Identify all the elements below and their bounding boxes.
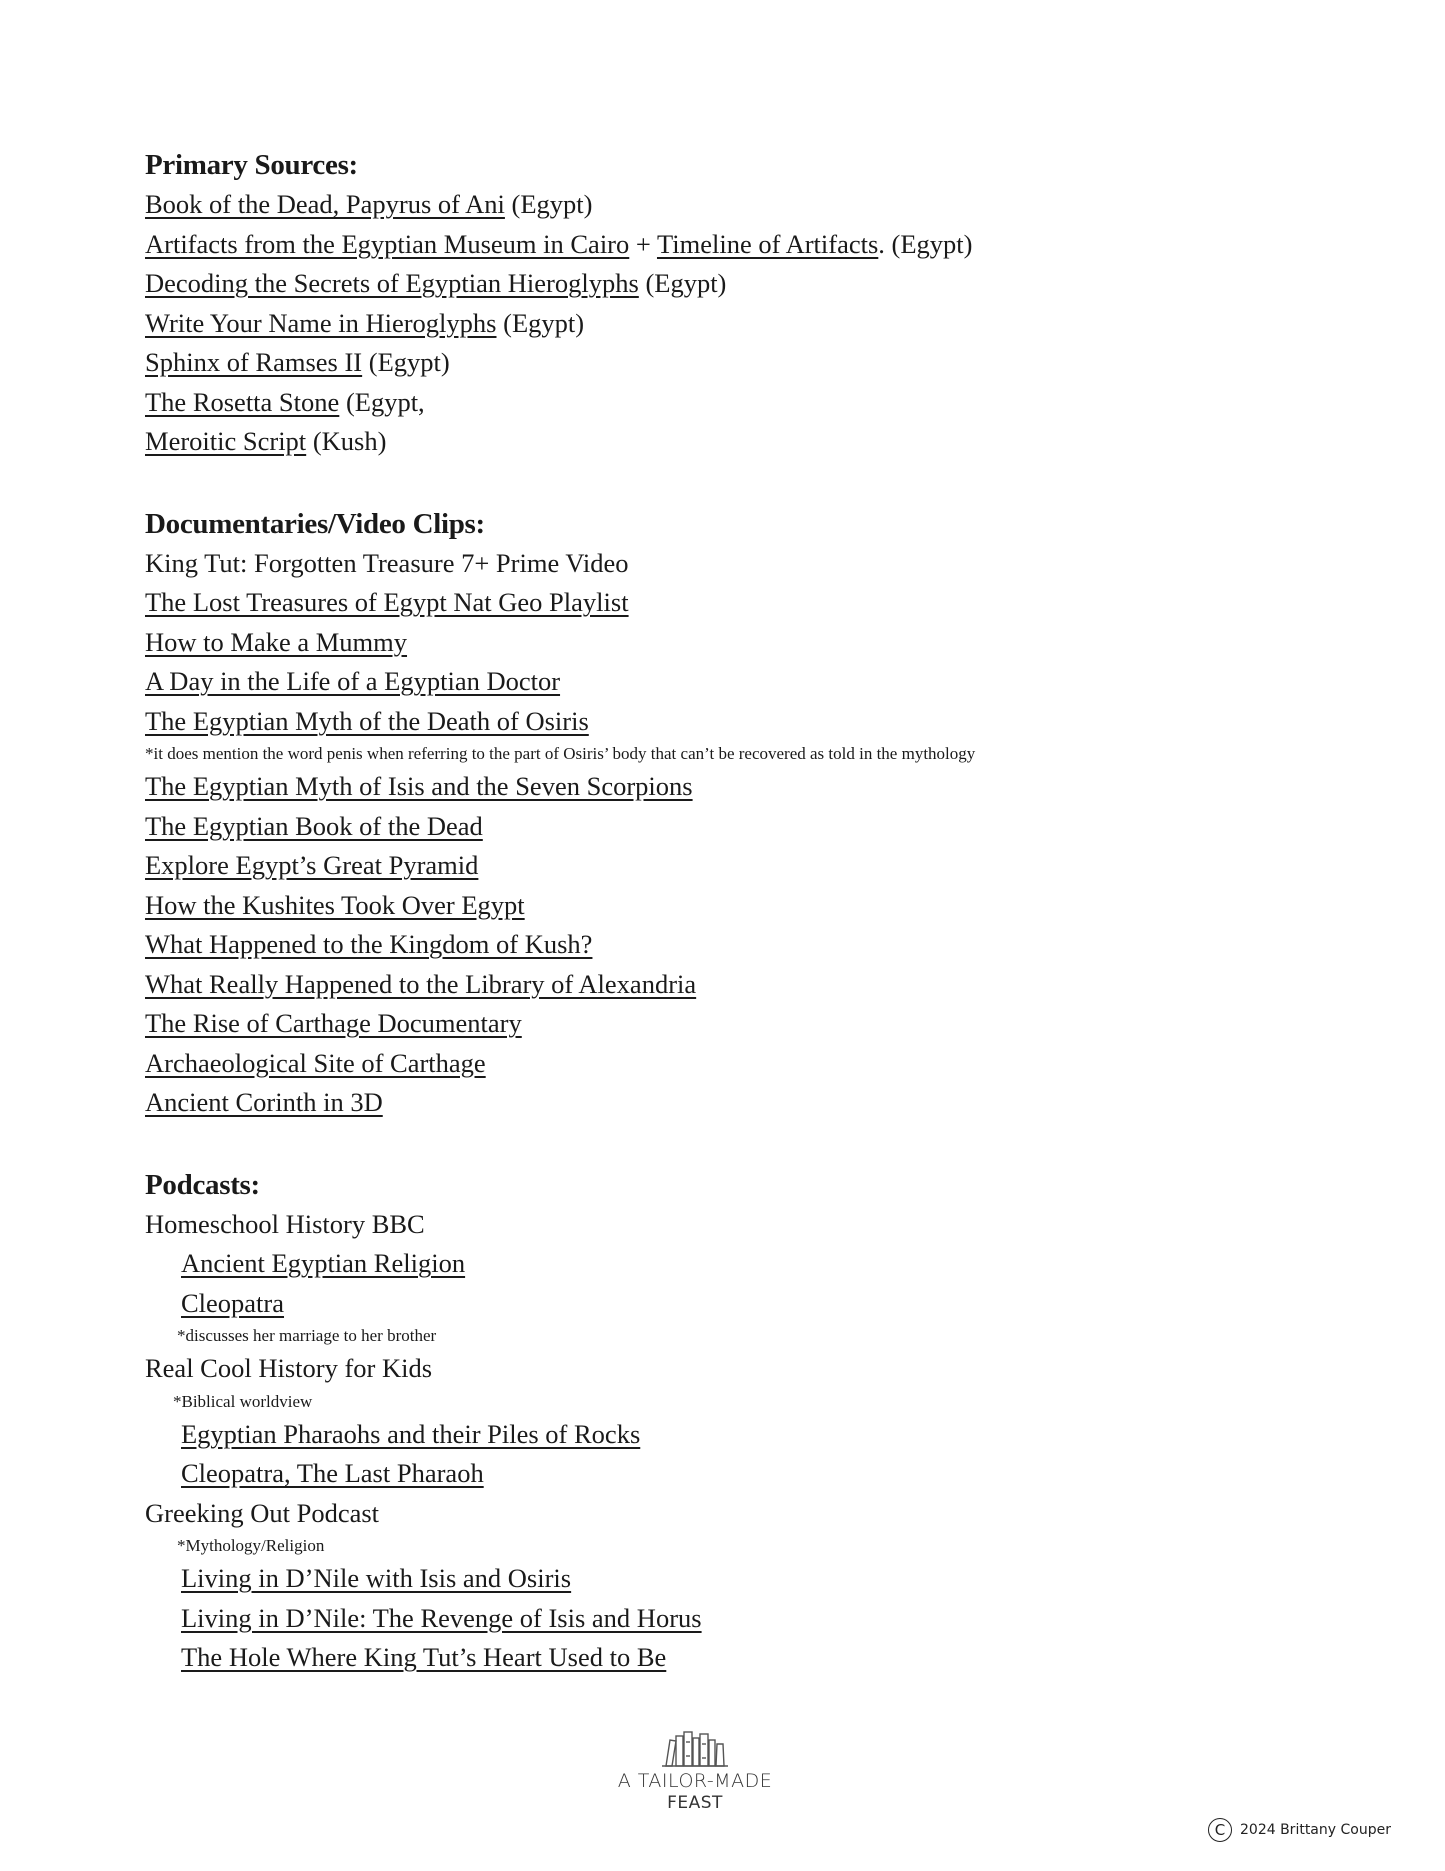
video-link[interactable]: The Egyptian Myth of Isis and the Seven Scorpions [145,771,693,801]
podcast-name: Homeschool History BBC [145,1208,425,1239]
episode-item [145,1559,1295,1599]
content-note: *Biblical worldview [173,1391,313,1411]
list-item [145,767,1295,807]
episode-link[interactable]: Ancient Egyptian Religion [181,1248,466,1278]
list-item [145,304,1295,344]
video-link[interactable]: The Rise of Carthage Documentary [145,1008,522,1038]
section-spacer [145,1123,1295,1165]
video-link[interactable]: What Happened to the Kingdom of Kush? [145,929,593,959]
episode-item [145,1415,1295,1455]
resource-list [145,145,1295,1678]
episode-link[interactable]: Cleopatra, The Last Pharaoh [181,1458,484,1488]
list-item [145,846,1295,886]
episode-item [145,1284,1295,1324]
episode-item [145,1599,1295,1639]
list-item [145,1004,1295,1044]
list-item [145,383,1295,423]
episode-item [145,1244,1295,1284]
resource-link[interactable]: Write Your Name in Hieroglyphs [145,307,497,338]
list-item [145,343,1295,383]
books-icon [660,1728,730,1768]
list-item [145,1044,1295,1084]
list-item [145,185,1295,225]
episode-link[interactable]: The Hole Where King Tut’s Heart Used to Be [181,1642,667,1672]
video-link[interactable]: How to Make a Mummy [145,626,408,657]
list-item [145,1083,1295,1123]
list-item [145,886,1295,926]
copyright-notice [1208,1818,1391,1842]
video-link[interactable]: The Egyptian Myth of the Death of Osiris [145,705,589,736]
episode-link[interactable]: Living in D’Nile: The Revenge of Isis and Horus [181,1602,702,1633]
episode-link[interactable]: Egyptian Pharaohs and their Piles of Rocks [181,1418,641,1449]
episode-link[interactable]: Cleopatra [181,1287,285,1318]
video-link[interactable]: Explore Egypt’s Great Pyramid [145,850,479,880]
podcasts-heading: Podcasts: [145,1168,260,1201]
video-link[interactable]: How the Kushites Took Over Egypt [145,889,525,920]
documentaries-heading: Documentaries/Video Clips: [145,507,485,540]
resource-link[interactable]: Timeline of Artifacts [656,228,879,259]
video-link[interactable]: A Day in the Life of a Egyptian Doctor [145,666,561,696]
section-spacer [145,462,1295,504]
resource-link[interactable]: Sphinx of Ramses II [145,347,363,377]
logo-text-line2: FEAST [667,1793,723,1813]
resource-suffix: (Egypt) [504,189,593,219]
resource-suffix: (Egypt, [339,386,425,417]
list-item [145,702,1295,742]
list-item [145,264,1295,304]
logo-text-line1: A TAILOR-MADE [617,1770,773,1792]
resource-link[interactable]: Decoding the Secrets of Egyptian Hieroglyphs [145,268,639,298]
episode-item [145,1638,1295,1678]
video-link[interactable]: The Lost Treasures of Egypt Nat Geo Playlist [145,587,629,617]
list-item [145,807,1295,847]
copyright-icon: C [1208,1818,1232,1842]
episode-link[interactable]: Living in D’Nile with Isis and Osiris [181,1563,572,1593]
list-item [145,623,1295,663]
copyright-text: 2024 Brittany Couper [1240,1822,1391,1838]
primary-sources-heading: Primary Sources: [145,149,358,181]
list-item [145,583,1295,623]
podcast-name: Real Cool History for Kids [145,1353,433,1383]
video-link[interactable]: Ancient Corinth in 3D [145,1087,383,1117]
list-item: King Tut: Forgotten Treasure 7+ Prime Video [145,547,629,578]
list-item [145,965,1295,1005]
content-note: *Mythology/Religion [177,1536,325,1555]
list-item [145,422,1295,462]
video-link[interactable]: What Really Happened to the Library of Alexandria [145,968,697,999]
episode-item [145,1454,1295,1494]
list-item [145,662,1295,702]
resource-suffix: (Egypt) [638,268,727,298]
content-note: *discusses her marriage to her brother [177,1326,437,1345]
resource-suffix: (Egypt) [496,307,585,338]
resource-joiner: + [629,228,657,259]
list-item [145,925,1295,965]
content-note: *it does mention the word penis when referring to the part of Osiris’ body that can’t be recovered as told in the mythology [145,744,976,763]
resource-suffix: . (Egypt) [878,228,973,259]
podcast-name: Greeking Out Podcast [145,1497,380,1528]
video-link[interactable]: The Egyptian Book of the Dead [145,810,483,841]
resource-suffix: (Kush) [306,426,387,456]
video-link[interactable]: Archaeological Site of Carthage [145,1047,486,1078]
resource-link[interactable]: Book of the Dead, Papyrus of Ani [145,189,505,219]
resource-link[interactable]: Meroitic Script [145,426,307,456]
resource-link[interactable]: Artifacts from the Egyptian Museum in Cairo [145,228,630,259]
list-item [145,225,1295,265]
brand-logo [600,1728,790,1814]
resource-suffix: (Egypt) [362,347,450,377]
resource-link[interactable]: The Rosetta Stone [145,386,340,417]
